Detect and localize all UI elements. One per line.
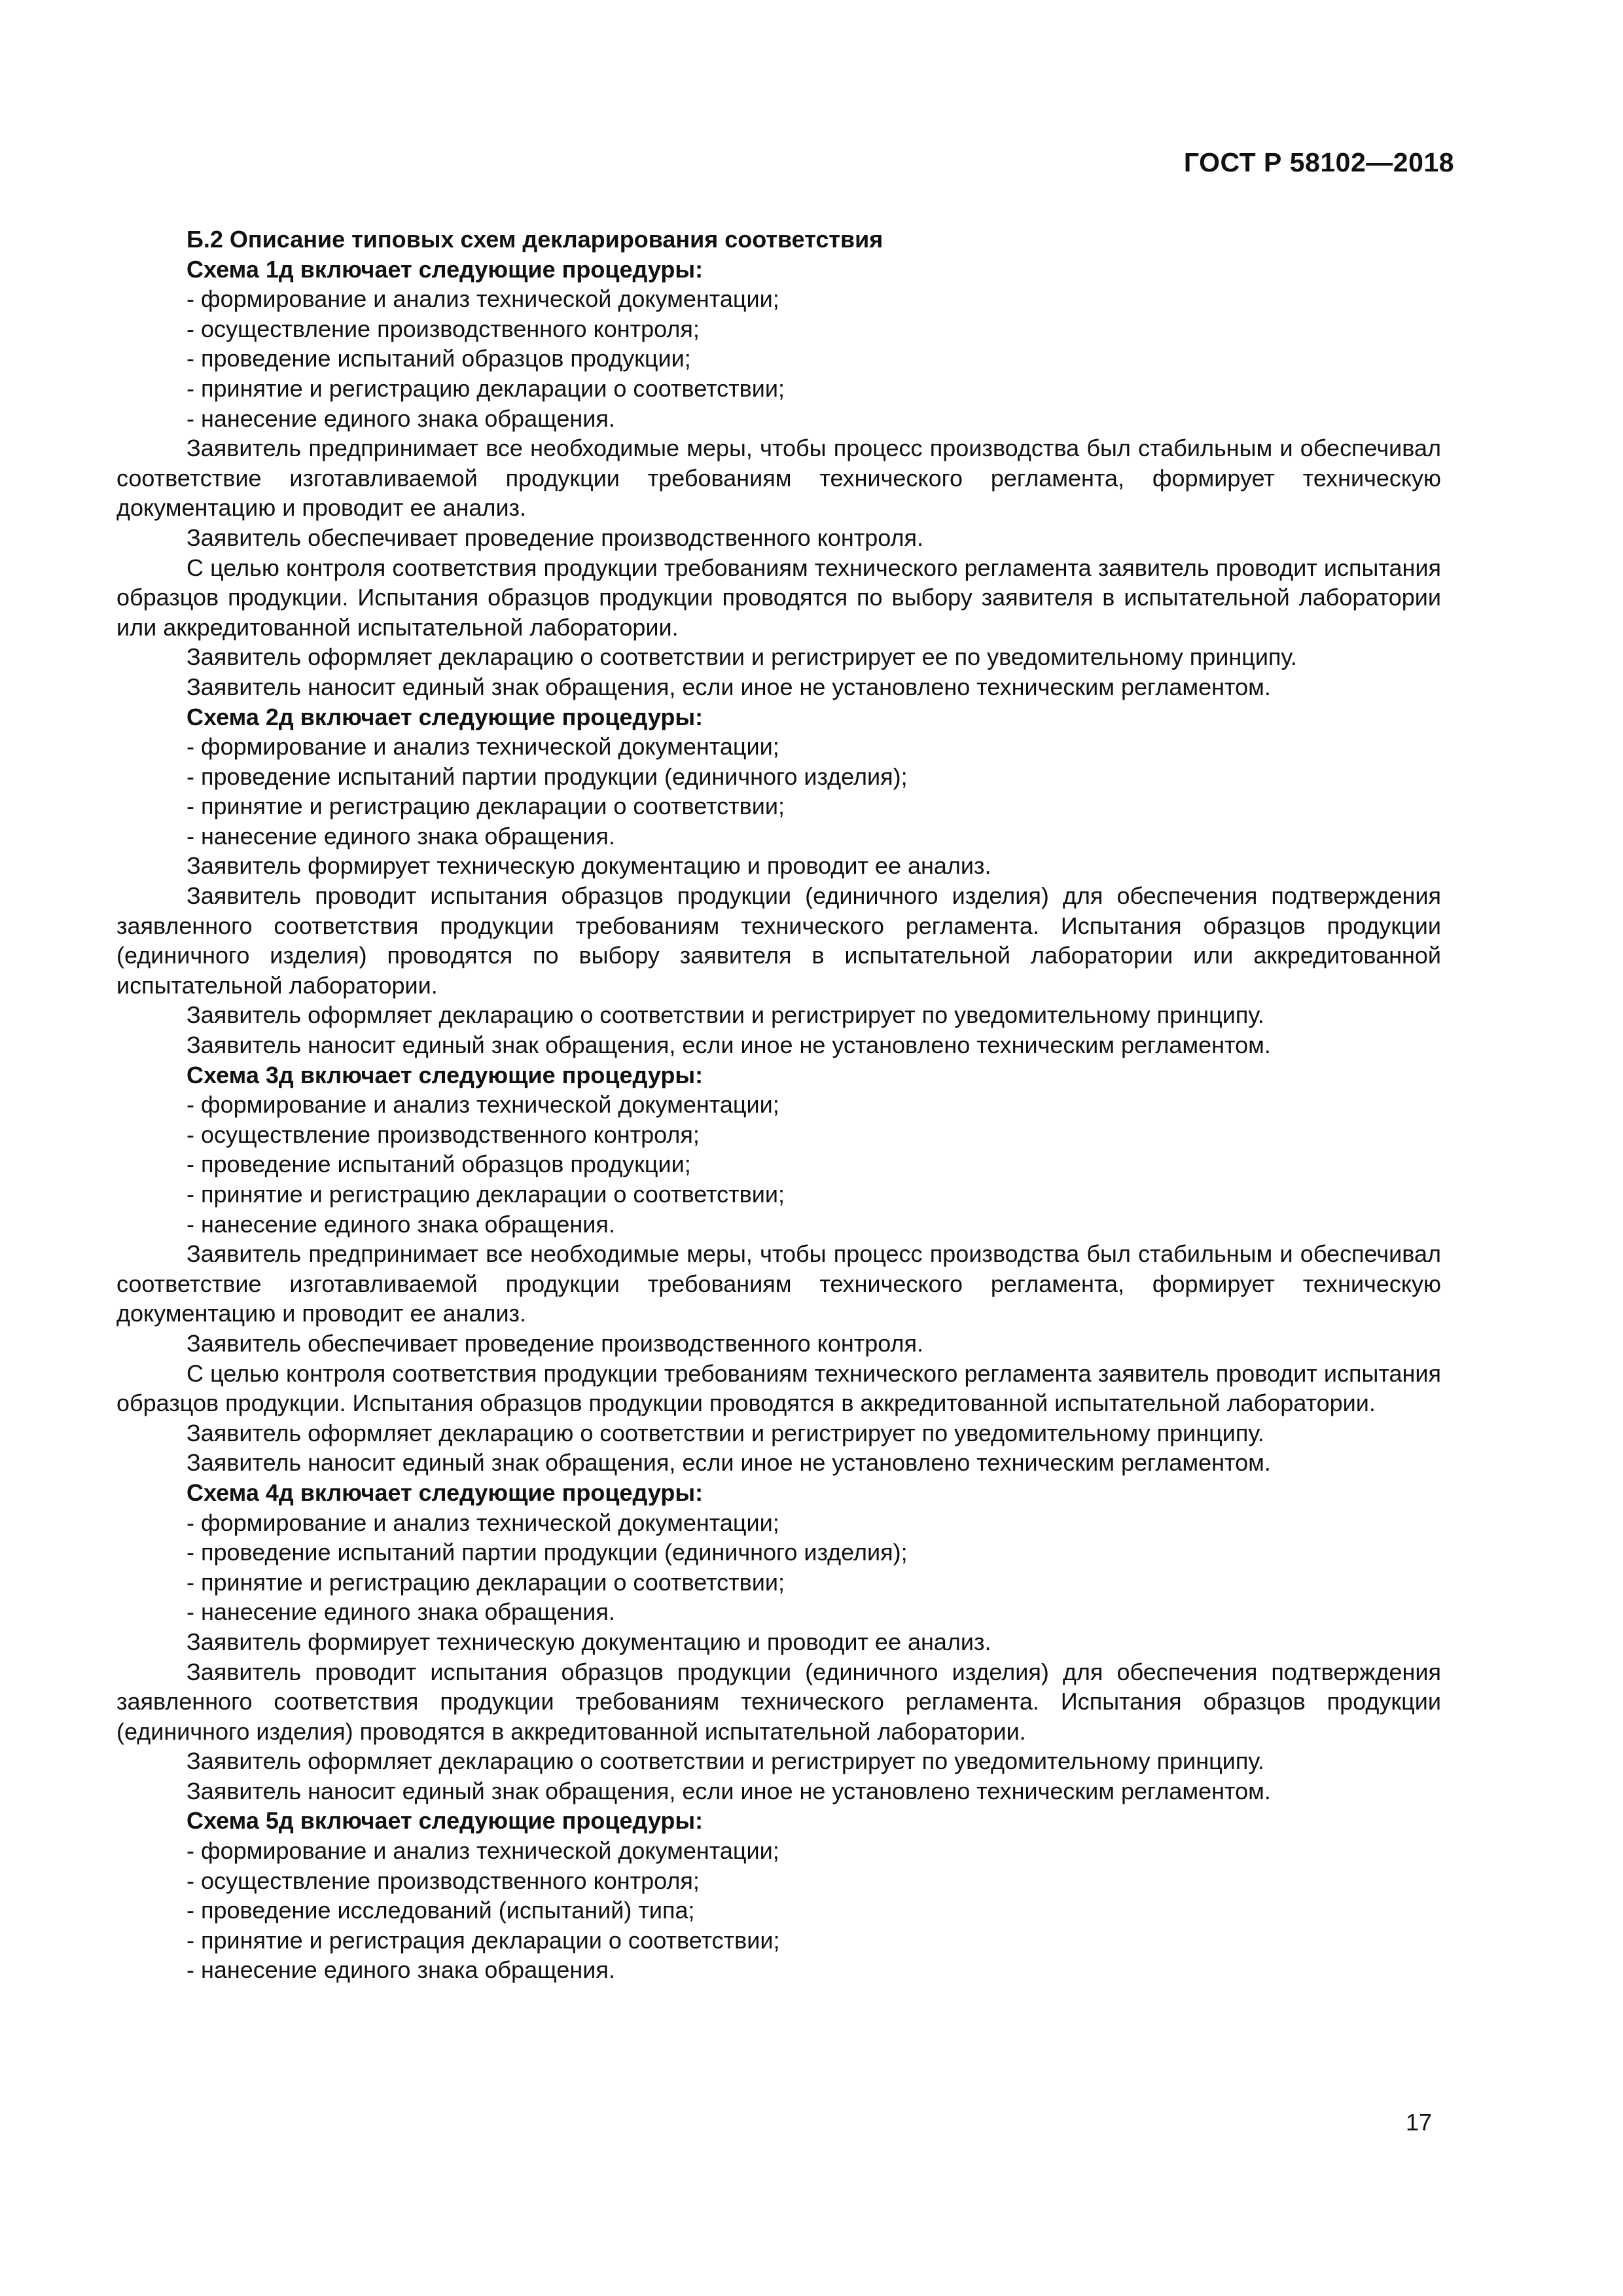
list-item: - осуществление производственного контроля; [187, 1121, 700, 1148]
paragraph: Заявитель формирует техническую документацию и проводит ее анализ. [187, 1628, 991, 1655]
scheme-heading: Схема 2д включает следующие процедуры: [187, 703, 704, 730]
paragraph: Заявитель проводит испытания образцов продукции (единичного изделия) для обеспечения подтверждения заявленного соответствия продукции требованиям технического регламента. Испытания образцов продукции (единичного изделия) проводятся в аккредитованной испытательной лаборатории. [116, 1658, 1441, 1745]
list-item: - принятие и регистрацию декларации о соответствии; [187, 793, 785, 820]
list-item: - проведение испытаний образцов продукции; [187, 1151, 691, 1178]
scheme-heading: Схема 3д включает следующие процедуры: [187, 1061, 704, 1088]
list-item: - принятие и регистрацию декларации о соответствии; [187, 1568, 785, 1596]
list-item: - проведение испытаний партии продукции (единичного изделия); [187, 762, 908, 790]
paragraph: С целью контроля соответствия продукции требованиям технического регламента заявитель проводит испытания образцов продукции. Испытания образцов продукции проводятся в аккредитованной испытательной лаборатории. [116, 1359, 1441, 1417]
paragraph: Заявитель оформляет декларацию о соответствии и регистрирует ее по уведомительному принципу. [187, 643, 1297, 671]
paragraph: Заявитель предпринимает все необходимые меры, чтобы процесс производства был стабильным и обеспечивал соответствие изготавливаемой продукции требованиям технического регламента, формирует техническую документацию и проводит ее анализ. [116, 1240, 1441, 1327]
list-item: - осуществление производственного контроля; [187, 1867, 700, 1894]
list-item: - нанесение единого знака обращения. [187, 822, 615, 850]
list-item: - нанесение единого знака обращения. [187, 1210, 615, 1238]
document-id: ГОСТ Р 58102—2018 [1183, 147, 1454, 177]
section-title: Б.2 Описание типовых схем декларирования соответствия [187, 226, 883, 253]
list-item: - нанесение единого знака обращения. [187, 404, 615, 432]
list-item: - формирование и анализ технической документации; [187, 285, 779, 313]
paragraph: Заявитель проводит испытания образцов продукции (единичного изделия) для обеспечения подтверждения заявленного соответствия продукции требованиям технического регламента. Испытания образцов продукции (единичного изделия) проводятся по выбору заявителя в испытательной лаборатории или аккредитованной испытательной лаборатории. [116, 882, 1441, 999]
list-item: - осуществление производственного контроля; [187, 315, 700, 342]
scheme-heading: Схема 1д включает следующие процедуры: [187, 255, 704, 283]
paragraph: Заявитель наносит единый знак обращения, если иное не установлено техническим регламентом. [187, 673, 1271, 700]
paragraph: Заявитель оформляет декларацию о соответствии и регистрирует по уведомительному принципу. [187, 1419, 1264, 1446]
list-item: - проведение испытаний образцов продукции; [187, 345, 691, 372]
list-item: - формирование и анализ технической документации; [187, 1837, 779, 1865]
paragraph: Заявитель предпринимает все необходимые меры, чтобы процесс производства был стабильным и обеспечивал соответствие изготавливаемой продукции требованиям технического регламента, формирует техническую документацию и проводит ее анализ. [116, 435, 1441, 522]
list-item: - принятие и регистрация декларации о соответствии; [187, 1926, 780, 1954]
document-body [116, 224, 1441, 1985]
list-item: - нанесение единого знака обращения. [187, 1598, 615, 1626]
list-item: - принятие и регистрацию декларации о соответствии; [187, 1181, 785, 1208]
scheme-heading: Схема 5д включает следующие процедуры: [187, 1807, 704, 1835]
paragraph: Заявитель наносит единый знак обращения, если иное не установлено техническим регламентом. [187, 1777, 1271, 1804]
list-item: - проведение испытаний партии продукции (единичного изделия); [187, 1539, 908, 1566]
paragraph: Заявитель наносит единый знак обращения, если иное не установлено техническим регламентом. [187, 1449, 1271, 1477]
paragraph: Заявитель наносит единый знак обращения, если иное не установлено техническим регламентом. [187, 1031, 1271, 1059]
paragraph: Заявитель обеспечивает проведение производственного контроля. [187, 524, 923, 551]
list-item: - формирование и анализ технической документации; [187, 1091, 779, 1119]
paragraph: Заявитель оформляет декларацию о соответствии и регистрирует по уведомительному принципу. [187, 1001, 1264, 1029]
paragraph: Заявитель оформляет декларацию о соответствии и регистрирует по уведомительному принципу. [187, 1748, 1264, 1775]
scheme-heading: Схема 4д включает следующие процедуры: [187, 1479, 704, 1506]
paragraph: С целью контроля соответствия продукции требованиям технического регламента заявитель проводит испытания образцов продукции. Испытания образцов продукции проводятся по выбору заявителя в испытательной лаборатории или аккредитованной испытательной лаборатории. [116, 554, 1441, 641]
paragraph: Заявитель формирует техническую документацию и проводит ее анализ. [187, 852, 991, 880]
list-item: - формирование и анализ технической документации; [187, 1509, 779, 1536]
list-item: - проведение исследований (испытаний) типа; [187, 1897, 695, 1924]
list-item: - принятие и регистрацию декларации о соответствии; [187, 374, 785, 402]
page-number: 17 [1405, 2109, 1432, 2136]
paragraph: Заявитель обеспечивает проведение производственного контроля. [187, 1329, 923, 1357]
list-item: - нанесение единого знака обращения. [187, 1956, 615, 1984]
list-item: - формирование и анализ технической документации; [187, 733, 779, 761]
